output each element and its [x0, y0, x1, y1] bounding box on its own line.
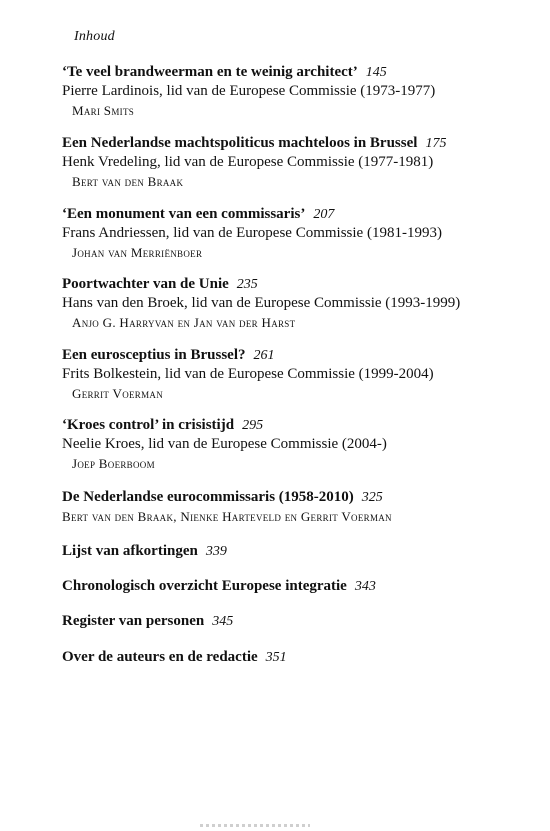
entry-author: Anjo G. Harryvan en Jan van der Harst: [72, 315, 296, 330]
entry-title: Register van personen: [62, 613, 205, 629]
entry-page-number: 207: [313, 207, 335, 222]
entry-author: Bert van den Braak, Nienke Harteveld en Gerrit Voerman: [62, 509, 392, 524]
entry-page-number: 351: [265, 650, 287, 665]
entry-title: Chronologisch overzicht Europese integratie: [62, 578, 347, 594]
entry-title: Poortwachter van de Unie: [62, 276, 229, 292]
toc-entry-van-den-broek: [62, 275, 532, 332]
toc-entry-vredeling: [62, 134, 532, 191]
toc-entry-auteurs: [62, 648, 532, 667]
toc-entry-andriessen: [62, 205, 532, 262]
entry-subtitle: Henk Vredeling, lid van de Europese Commissie (1977-1981): [62, 154, 434, 170]
toc-entry-bolkestein: [62, 346, 532, 403]
entry-page-number: 343: [354, 579, 376, 594]
entry-page-number: 235: [236, 277, 258, 292]
entry-title-line: [62, 612, 532, 631]
entry-page-number: 325: [361, 490, 383, 505]
entry-subtitle: Frans Andriessen, lid van de Europese Commissie (1981-1993): [62, 225, 442, 241]
entry-title: Een eurosceptius in Brussel?: [62, 347, 246, 363]
entry-title-line: [62, 275, 532, 294]
entry-title: ‘Een monument van een commissaris’: [62, 206, 306, 222]
toc-entry-lardinois: [62, 63, 532, 120]
scan-artifact-divider: [200, 824, 310, 827]
entry-page-number: 175: [425, 136, 447, 151]
toc-entry-chronologisch: [62, 577, 532, 596]
running-header: Inhoud: [74, 29, 115, 44]
toc-entry-register: [62, 612, 532, 631]
entry-title-line: [62, 205, 532, 224]
entry-title: Lijst van afkortingen: [62, 543, 198, 559]
entry-author: Johan van Merriënboer: [72, 245, 203, 260]
entry-page-number: 261: [253, 348, 275, 363]
entry-page-number: 295: [242, 418, 264, 433]
entry-title-line: [62, 488, 532, 507]
entry-subtitle: Pierre Lardinois, lid van de Europese Commissie (1973-1977): [62, 83, 436, 99]
entry-author: Bert van den Braak: [72, 174, 184, 189]
entry-page-number: 145: [365, 65, 387, 80]
entry-author: Mari Smits: [72, 103, 135, 118]
entry-subtitle: Neelie Kroes, lid van de Europese Commissie (2004-): [62, 436, 387, 452]
entry-title-line: [62, 577, 532, 596]
entry-title-line: [62, 416, 532, 435]
toc-entry-afkortingen: [62, 542, 532, 561]
entry-title: Over de auteurs en de redactie: [62, 649, 258, 665]
entry-page-number: 339: [205, 544, 227, 559]
entry-author: Gerrit Voerman: [72, 386, 163, 401]
entry-title-line: [62, 134, 532, 153]
entry-author: Joep Boerboom: [72, 456, 155, 471]
entry-title-line: [62, 648, 532, 667]
entry-title-line: [62, 63, 532, 82]
toc-entry-eurocommissaris: [62, 488, 532, 526]
entry-page-number: 345: [212, 614, 234, 629]
toc-entry-kroes: [62, 416, 532, 473]
entry-subtitle: Frits Bolkestein, lid van de Europese Commissie (1999-2004): [62, 366, 434, 382]
entry-title: ‘Kroes control’ in crisistijd: [62, 417, 235, 433]
entry-title-line: [62, 346, 532, 365]
entry-title-line: [62, 542, 532, 561]
entry-subtitle: Hans van den Broek, lid van de Europese Commissie (1993-1999): [62, 295, 461, 311]
entry-title: De Nederlandse eurocommissaris (1958-2010): [62, 489, 354, 505]
entry-title: ‘Te veel brandweerman en te weinig architect’: [62, 64, 358, 80]
entry-title: Een Nederlandse machtspoliticus machteloos in Brussel: [62, 135, 418, 151]
